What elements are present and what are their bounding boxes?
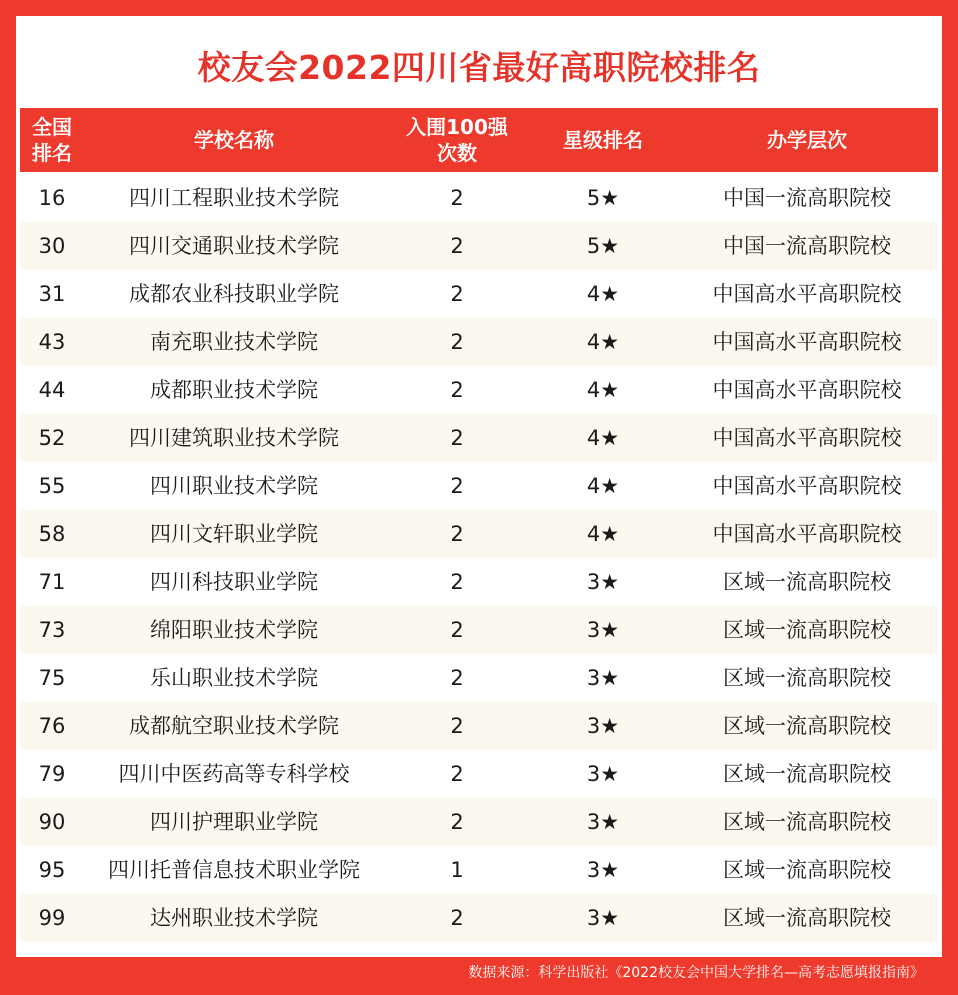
rank-cell: 58 <box>38 522 66 546</box>
school-cell: 四川交通职业技术学院 <box>129 234 339 258</box>
table-row <box>20 414 938 462</box>
rank-cell: 99 <box>38 906 66 930</box>
count-cell: 2 <box>450 234 464 258</box>
school-cell: 四川建筑职业技术学院 <box>129 426 339 450</box>
level-cell: 区域一流高职院校 <box>723 666 891 690</box>
level-cell: 区域一流高职院校 <box>723 810 891 834</box>
level-cell: 中国高水平高职院校 <box>712 474 902 498</box>
header-count-line1: 入围100强 <box>406 115 508 139</box>
header-rank-line2: 排名 <box>32 141 72 165</box>
stars-cell: 4★ <box>586 330 620 354</box>
rank-cell: 43 <box>38 330 66 354</box>
table-row <box>20 222 938 270</box>
school-cell: 成都航空职业技术学院 <box>129 714 339 738</box>
table-row <box>20 318 938 366</box>
rank-cell: 76 <box>38 714 66 738</box>
table-row <box>20 510 938 558</box>
school-cell: 四川职业技术学院 <box>150 474 318 498</box>
data-source-note: 数据来源：科学出版社《2022校友会中国大学排名—高考志愿填报指南》 <box>468 965 924 981</box>
header-count <box>384 108 530 172</box>
stars-cell: 3★ <box>586 858 620 882</box>
school-cell: 达州职业技术学院 <box>150 906 318 930</box>
level-cell: 区域一流高职院校 <box>723 618 891 642</box>
school-cell: 绵阳职业技术学院 <box>150 618 318 642</box>
stars-cell: 3★ <box>586 762 620 786</box>
count-cell: 2 <box>450 570 464 594</box>
table-row <box>20 174 938 222</box>
table-row <box>20 702 938 750</box>
level-cell: 区域一流高职院校 <box>723 858 891 882</box>
stars-cell: 3★ <box>586 906 620 930</box>
rank-cell: 16 <box>38 186 66 210</box>
school-cell: 四川托普信息技术职业学院 <box>108 858 360 882</box>
school-cell: 四川文轩职业学院 <box>150 522 318 546</box>
school-cell: 四川护理职业学院 <box>150 810 318 834</box>
rank-cell: 52 <box>38 426 66 450</box>
school-cell: 四川中医药高等专科学校 <box>118 762 350 786</box>
table-row <box>20 270 938 318</box>
level-cell: 区域一流高职院校 <box>723 714 891 738</box>
rank-cell: 55 <box>38 474 66 498</box>
stars-cell: 3★ <box>586 666 620 690</box>
level-cell: 区域一流高职院校 <box>723 762 891 786</box>
school-cell: 四川科技职业学院 <box>150 570 318 594</box>
rank-cell: 95 <box>38 858 66 882</box>
rank-cell: 75 <box>38 666 66 690</box>
school-cell: 成都职业技术学院 <box>150 378 318 402</box>
table-row <box>20 798 938 846</box>
rank-cell: 44 <box>38 378 66 402</box>
level-cell: 中国高水平高职院校 <box>712 378 902 402</box>
stars-cell: 3★ <box>586 714 620 738</box>
header-school: 学校名称 <box>194 128 274 152</box>
level-cell: 区域一流高职院校 <box>723 570 891 594</box>
header-level: 办学层次 <box>767 128 847 152</box>
count-cell: 2 <box>450 810 464 834</box>
header-rank-line1: 全国 <box>32 115 72 139</box>
count-cell: 2 <box>450 282 464 306</box>
level-cell: 中国高水平高职院校 <box>712 330 902 354</box>
count-cell: 2 <box>450 714 464 738</box>
table-row <box>20 846 938 894</box>
ranking-panel <box>16 16 942 957</box>
count-cell: 2 <box>450 618 464 642</box>
count-cell: 2 <box>450 426 464 450</box>
header-count-line2: 次数 <box>437 141 477 165</box>
rank-cell: 31 <box>38 282 66 306</box>
table-row <box>20 366 938 414</box>
school-cell: 乐山职业技术学院 <box>150 666 318 690</box>
count-cell: 2 <box>450 474 464 498</box>
level-cell: 区域一流高职院校 <box>723 906 891 930</box>
level-cell: 中国高水平高职院校 <box>712 282 902 306</box>
level-cell: 中国一流高职院校 <box>723 186 891 210</box>
rank-cell: 73 <box>38 618 66 642</box>
table-header <box>20 108 938 172</box>
count-cell: 2 <box>450 330 464 354</box>
rank-cell: 90 <box>38 810 66 834</box>
table-body <box>20 174 938 942</box>
rank-cell: 79 <box>38 762 66 786</box>
stars-cell: 5★ <box>586 186 620 210</box>
stars-cell: 3★ <box>586 570 620 594</box>
stars-cell: 4★ <box>586 378 620 402</box>
stars-cell: 4★ <box>586 474 620 498</box>
rank-cell: 71 <box>38 570 66 594</box>
count-cell: 1 <box>450 858 464 882</box>
count-cell: 2 <box>450 762 464 786</box>
table-row <box>20 654 938 702</box>
school-cell: 四川工程职业技术学院 <box>129 186 339 210</box>
level-cell: 中国一流高职院校 <box>723 234 891 258</box>
stars-cell: 5★ <box>586 234 620 258</box>
count-cell: 2 <box>450 666 464 690</box>
stars-cell: 3★ <box>586 618 620 642</box>
stars-cell: 4★ <box>586 426 620 450</box>
count-cell: 2 <box>450 378 464 402</box>
rank-cell: 30 <box>38 234 66 258</box>
table-row <box>20 462 938 510</box>
header-stars: 星级排名 <box>563 128 643 152</box>
table-row <box>20 558 938 606</box>
table-row <box>20 894 938 942</box>
stars-cell: 4★ <box>586 522 620 546</box>
header-rank <box>20 108 84 172</box>
stars-cell: 4★ <box>586 282 620 306</box>
count-cell: 2 <box>450 186 464 210</box>
level-cell: 中国高水平高职院校 <box>712 522 902 546</box>
school-cell: 南充职业技术学院 <box>150 330 318 354</box>
count-cell: 2 <box>450 522 464 546</box>
stars-cell: 3★ <box>586 810 620 834</box>
level-cell: 中国高水平高职院校 <box>712 426 902 450</box>
table-row <box>20 750 938 798</box>
school-cell: 成都农业科技职业学院 <box>129 282 339 306</box>
table-row <box>20 606 938 654</box>
count-cell: 2 <box>450 906 464 930</box>
page-title: 校友会2022四川省最好高职院校排名 <box>197 48 761 87</box>
